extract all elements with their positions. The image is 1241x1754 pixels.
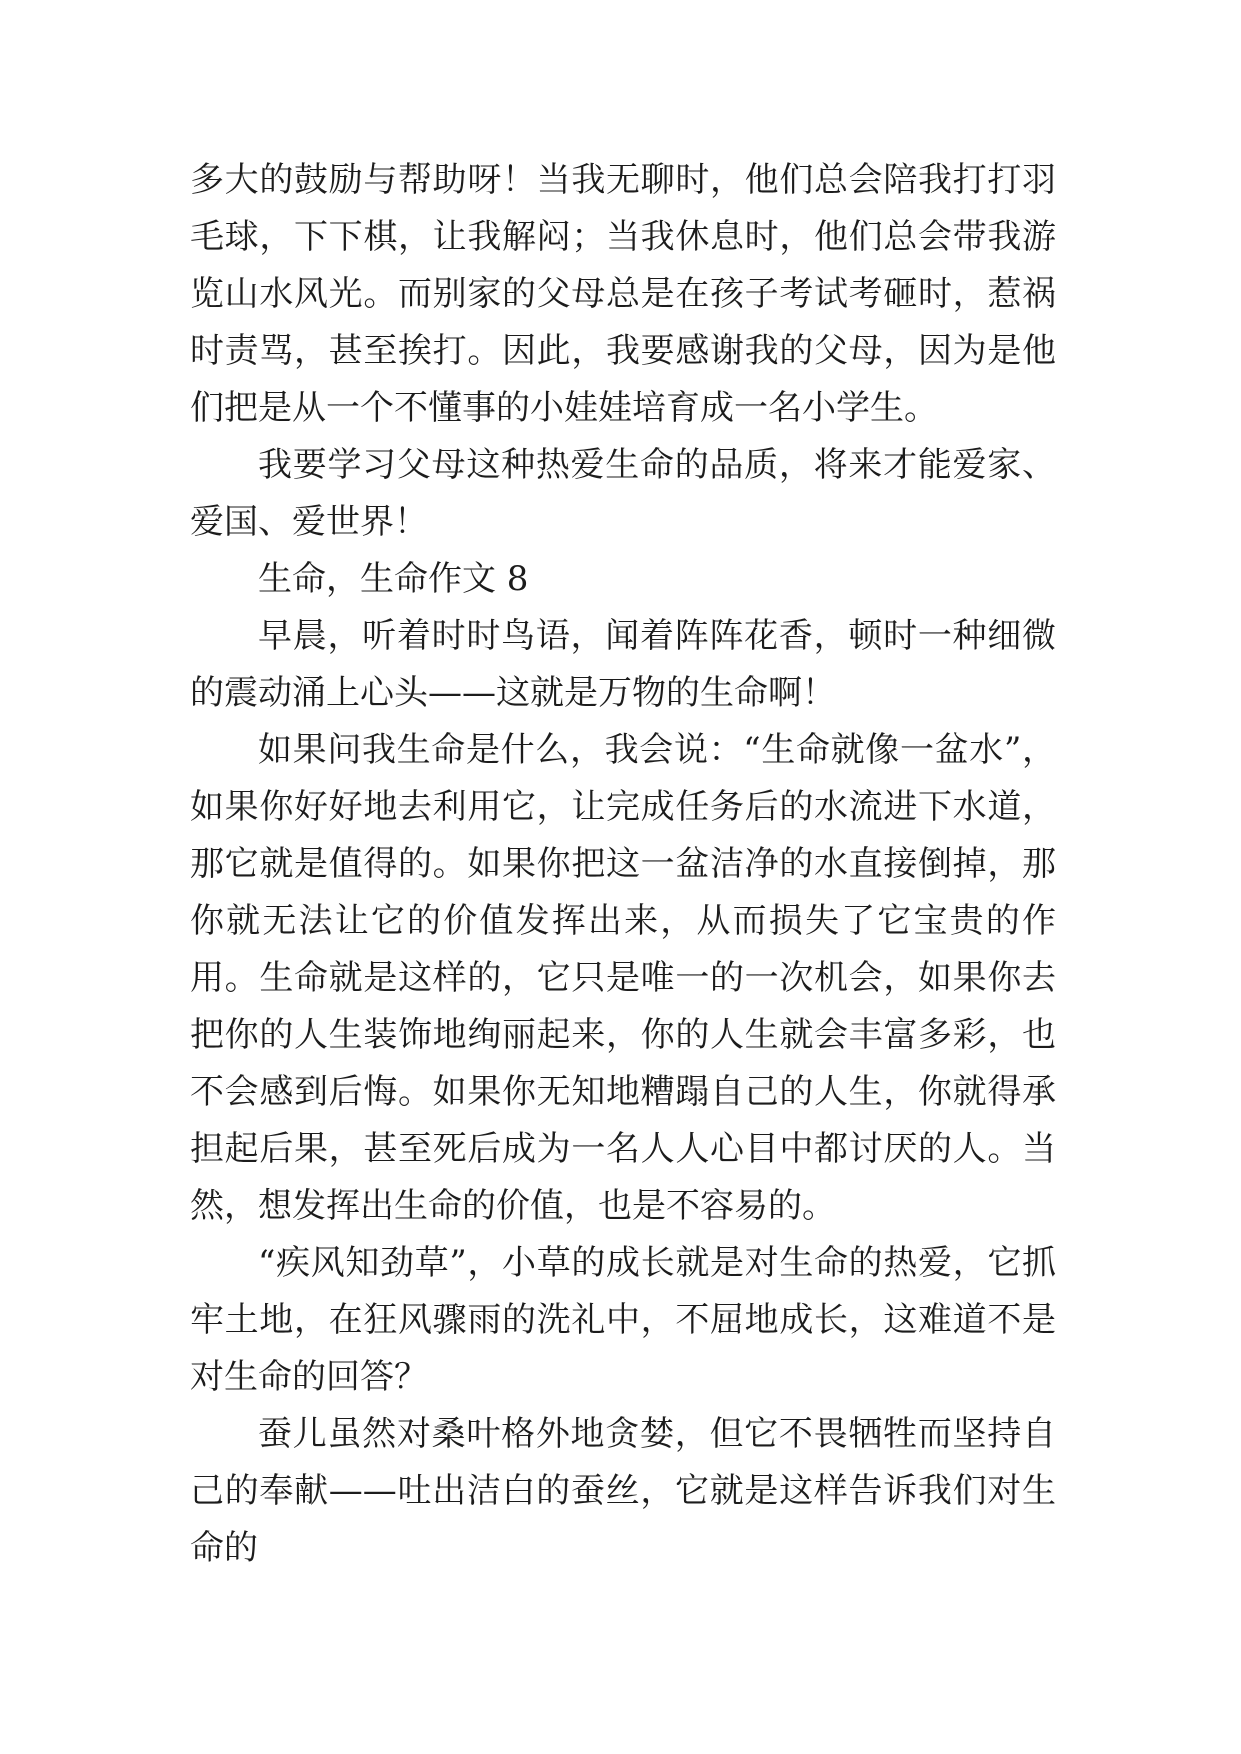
paragraph-2: 我要学习父母这种热爱生命的品质，将来才能爱家、爱国、爱世界！ xyxy=(190,445,1056,542)
paragraph-3: 早晨，听着时时鸟语，闻着阵阵花香，顿时一种细微的震动涌上心头——这就是万物的生命啊！ xyxy=(190,616,1056,713)
paragraph-1: 多大的鼓励与帮助呀！当我无聊时，他们总会陪我打打羽毛球，下下棋，让我解闷；当我休息时，他们总会带我游览山水风光。而别家的父母总是在孩子考试考砸时，惹祸时责骂，甚至挨打。因此，我要感谢我的父母，因为是他们把是从一个不懂事的小娃娃培育成一名小学生。 xyxy=(190,160,1056,428)
paragraph-5: “疾风知劲草”，小草的成长就是对生命的热爱，它抓牢土地，在狂风骤雨的洗礼中，不屈地成长，这难道不是对生命的回答？ xyxy=(190,1243,1056,1397)
paragraph-6: 蚕儿虽然对桑叶格外地贪婪，但它不畏牺牲而坚持自己的奉献——吐出洁白的蚕丝，它就是这样告诉我们对生命的 xyxy=(190,1414,1056,1568)
section-heading: 生命，生命作文 8 xyxy=(258,559,529,599)
document-body xyxy=(190,152,1056,1577)
paragraph-4: 如果问我生命是什么，我会说：“生命就像一盆水”，如果你好好地去利用它，让完成任务后的水流进下水道，那它就是值得的。如果你把这一盆洁净的水直接倒掉，那你就无法让它的价值发挥出来，从而损失了它宝贵的作用。生命就是这样的，它只是唯一的一次机会，如果你去把你的人生装饰地绚丽起来，你的人生就会丰富多彩，也不会感到后悔。如果你无知地糟蹋自己的人生，你就得承担起后果，甚至死后成为一名人人心目中都讨厌的人。当然，想发挥出生命的价值，也是不容易的。 xyxy=(190,730,1056,1226)
